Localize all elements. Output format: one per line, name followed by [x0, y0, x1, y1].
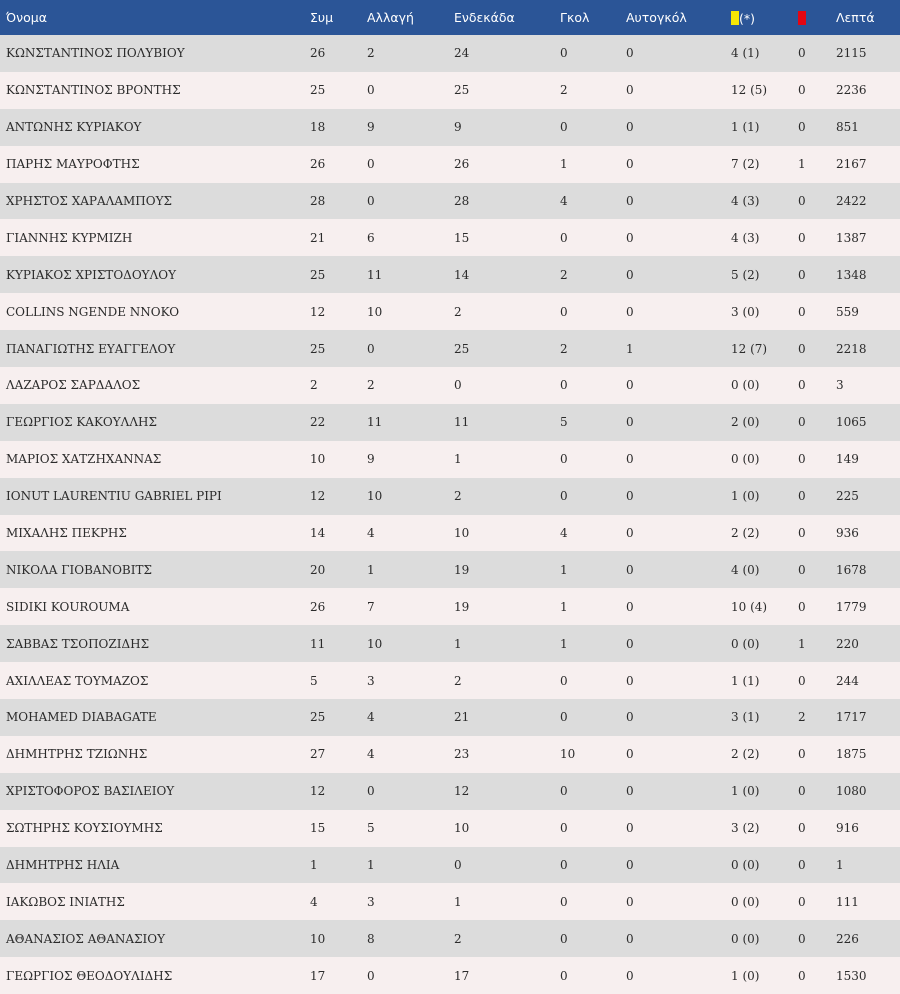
cell-minutes: 244	[836, 673, 859, 688]
cell-substitutions: 0	[367, 968, 375, 983]
cell-starts: 2	[454, 489, 462, 504]
cell-goals: 0	[560, 120, 568, 135]
cell-minutes: 226	[836, 931, 859, 946]
table-row	[0, 736, 900, 773]
cell-name: ΔΗΜΗΤΡΗΣ ΤΖΙΩΝΗΣ	[6, 747, 148, 762]
cell-red-cards: 0	[798, 120, 806, 135]
cell-minutes: 851	[836, 120, 859, 135]
cell-yellow-cards: 4 (1)	[731, 46, 760, 61]
cell-minutes: 559	[836, 304, 859, 319]
cell-substitutions: 0	[367, 194, 375, 208]
cell-starts: 25	[454, 83, 470, 98]
cell-goals: 0	[560, 452, 568, 467]
cell-goals: 10	[560, 747, 576, 762]
cell-yellow-cards: 0 (0)	[731, 931, 760, 946]
table-row	[0, 367, 900, 404]
cell-substitutions: 5	[367, 821, 375, 836]
cell-name: SIDIKI KOUROUMA	[6, 599, 130, 614]
cell-substitutions: 10	[367, 636, 383, 651]
cell-red-cards: 0	[798, 858, 806, 873]
cell-goals: 4	[560, 526, 568, 541]
cell-minutes: 2422	[836, 194, 867, 208]
cell-minutes: 1678	[836, 562, 867, 577]
cell-yellow-cards: 12 (7)	[731, 341, 768, 356]
col-header-own-goals[interactable]: Αυτογκόλ	[626, 10, 687, 25]
cell-starts: 21	[454, 710, 470, 725]
cell-minutes: 2167	[836, 157, 867, 172]
yellow-card-suffix: (*)	[739, 10, 756, 26]
table-row	[0, 256, 900, 293]
cell-starts: 26	[454, 157, 470, 172]
table-row	[0, 109, 900, 146]
table-row	[0, 146, 900, 183]
table-row	[0, 478, 900, 515]
cell-appearances: 4	[310, 894, 318, 909]
cell-starts: 17	[454, 968, 470, 983]
cell-own-goals: 0	[626, 46, 634, 61]
cell-appearances: 5	[310, 673, 318, 688]
cell-own-goals: 0	[626, 194, 634, 208]
cell-name: ΑΘΑΝΑΣΙΟΣ ΑΘΑΝΑΣΙΟΥ	[6, 931, 166, 946]
cell-goals: 0	[560, 489, 568, 504]
cell-substitutions: 10	[367, 304, 383, 319]
cell-substitutions: 1	[367, 562, 375, 577]
cell-own-goals: 0	[626, 415, 634, 430]
cell-appearances: 27	[310, 747, 326, 762]
cell-substitutions: 7	[367, 599, 375, 614]
cell-yellow-cards: 12 (5)	[731, 83, 768, 98]
cell-substitutions: 9	[367, 120, 375, 135]
cell-red-cards: 0	[798, 821, 806, 836]
cell-appearances: 2	[310, 378, 318, 393]
cell-appearances: 20	[310, 562, 326, 577]
table-row	[0, 662, 900, 699]
cell-red-cards: 0	[798, 673, 806, 688]
cell-minutes: 1	[836, 858, 844, 873]
cell-starts: 2	[454, 931, 462, 946]
cell-appearances: 21	[310, 230, 326, 245]
cell-appearances: 25	[310, 83, 326, 98]
cell-own-goals: 0	[626, 784, 634, 799]
cell-minutes: 220	[836, 636, 859, 651]
cell-own-goals: 0	[626, 673, 634, 688]
cell-goals: 0	[560, 821, 568, 836]
cell-starts: 19	[454, 562, 470, 577]
cell-own-goals: 0	[626, 636, 634, 651]
cell-yellow-cards: 4 (0)	[731, 562, 760, 577]
cell-yellow-cards: 3 (0)	[731, 304, 760, 319]
cell-substitutions: 0	[367, 784, 375, 799]
cell-goals: 0	[560, 710, 568, 725]
cell-starts: 11	[454, 415, 470, 430]
cell-red-cards: 0	[798, 784, 806, 799]
cell-own-goals: 0	[626, 858, 634, 873]
cell-substitutions: 9	[367, 452, 375, 467]
cell-goals: 0	[560, 968, 568, 983]
cell-red-cards: 0	[798, 304, 806, 319]
cell-yellow-cards: 0 (0)	[731, 378, 760, 393]
cell-own-goals: 0	[626, 230, 634, 245]
table-row	[0, 293, 900, 330]
cell-appearances: 25	[310, 267, 326, 282]
cell-starts: 2	[454, 304, 462, 319]
cell-name: ΠΑΡΗΣ ΜΑΥΡΟΦΤΗΣ	[6, 157, 140, 172]
cell-goals: 0	[560, 230, 568, 245]
table-row	[0, 810, 900, 847]
cell-yellow-cards: 0 (0)	[731, 894, 760, 909]
cell-red-cards: 0	[798, 599, 806, 614]
cell-minutes: 1065	[836, 415, 867, 430]
cell-own-goals: 0	[626, 83, 634, 98]
table-row	[0, 883, 900, 920]
cell-starts: 0	[454, 858, 462, 873]
col-header-minutes[interactable]: Λεπτά	[836, 10, 875, 25]
cell-name: ΣΑΒΒΑΣ ΤΣΟΠΟΖΙΔΗΣ	[6, 636, 150, 651]
table-row	[0, 72, 900, 109]
table-header-row	[0, 0, 900, 35]
cell-minutes: 2236	[836, 83, 867, 98]
cell-yellow-cards: 0 (0)	[731, 452, 760, 467]
cell-minutes: 2218	[836, 341, 867, 356]
cell-appearances: 10	[310, 452, 326, 467]
cell-appearances: 25	[310, 341, 326, 356]
cell-yellow-cards: 2 (0)	[731, 415, 760, 430]
cell-substitutions: 3	[367, 673, 375, 688]
cell-red-cards: 2	[798, 710, 806, 725]
cell-red-cards: 1	[798, 636, 806, 651]
cell-starts: 19	[454, 599, 470, 614]
table-row	[0, 219, 900, 256]
cell-goals: 0	[560, 858, 568, 873]
cell-appearances: 10	[310, 931, 326, 946]
cell-own-goals: 0	[626, 894, 634, 909]
cell-red-cards: 0	[798, 341, 806, 356]
cell-goals: 0	[560, 46, 568, 61]
cell-own-goals: 0	[626, 599, 634, 614]
cell-name: ΑΧΙΛΛΕΑΣ ΤΟΥΜΑΖΟΣ	[6, 673, 149, 688]
cell-name: ΠΑΝΑΓΙΩΤΗΣ ΕΥΑΓΓΕΛΟΥ	[6, 341, 176, 356]
cell-substitutions: 11	[367, 267, 383, 282]
cell-own-goals: 0	[626, 821, 634, 836]
cell-goals: 2	[560, 341, 568, 356]
cell-goals: 0	[560, 304, 568, 319]
cell-yellow-cards: 1 (0)	[731, 489, 760, 504]
col-header-name[interactable]: Όνομα	[6, 10, 47, 25]
cell-own-goals: 0	[626, 378, 634, 393]
col-header-goals[interactable]: Γκολ	[560, 10, 590, 25]
cell-name: ΔΗΜΗΤΡΗΣ ΗΛΙΑ	[6, 858, 120, 873]
cell-substitutions: 0	[367, 83, 375, 98]
cell-red-cards: 0	[798, 894, 806, 909]
table-row	[0, 441, 900, 478]
cell-starts: 1	[454, 894, 462, 909]
cell-starts: 10	[454, 526, 470, 541]
cell-red-cards: 1	[798, 157, 806, 172]
cell-minutes: 3	[836, 378, 844, 393]
table-row	[0, 330, 900, 367]
cell-own-goals: 0	[626, 747, 634, 762]
cell-red-cards: 0	[798, 267, 806, 282]
cell-name: ΓΕΩΡΓΙΟΣ ΚΑΚΟΥΛΛΗΣ	[6, 415, 157, 430]
cell-yellow-cards: 1 (0)	[731, 968, 760, 983]
cell-appearances: 22	[310, 415, 326, 430]
cell-name: MOHAMED DIABAGATE	[6, 710, 157, 725]
cell-goals: 0	[560, 894, 568, 909]
cell-minutes: 1387	[836, 230, 867, 245]
cell-red-cards: 0	[798, 526, 806, 541]
cell-starts: 0	[454, 378, 462, 393]
cell-name: ΙΑΚΩΒΟΣ ΙΝΙΑΤΗΣ	[6, 894, 125, 909]
col-header-starts[interactable]: Ενδεκάδα	[454, 10, 515, 25]
cell-substitutions: 6	[367, 230, 375, 245]
cell-substitutions: 11	[367, 415, 383, 430]
cell-minutes: 1080	[836, 784, 867, 799]
cell-red-cards: 0	[798, 415, 806, 430]
cell-goals: 5	[560, 415, 568, 430]
cell-minutes: 936	[836, 526, 859, 541]
cell-goals: 2	[560, 83, 568, 98]
table-row	[0, 588, 900, 625]
cell-name: ΓΙΑΝΝΗΣ ΚΥΡΜΙΖΗ	[6, 230, 133, 245]
cell-yellow-cards: 3 (1)	[731, 710, 760, 725]
cell-appearances: 18	[310, 120, 326, 135]
cell-own-goals: 0	[626, 304, 634, 319]
cell-name: ΣΩΤΗΡΗΣ ΚΟΥΣΙΟΥΜΗΣ	[6, 821, 163, 836]
cell-yellow-cards: 4 (3)	[731, 230, 760, 245]
cell-minutes: 1530	[836, 968, 867, 983]
cell-starts: 25	[454, 341, 470, 356]
cell-name: ΑΝΤΩΝΗΣ ΚΥΡΙΑΚΟΥ	[6, 120, 142, 135]
cell-own-goals: 1	[626, 341, 634, 356]
cell-minutes: 225	[836, 489, 859, 504]
table-row	[0, 847, 900, 884]
cell-red-cards: 0	[798, 931, 806, 946]
cell-name: COLLINS NGENDE NNOKO	[6, 304, 180, 319]
cell-substitutions: 4	[367, 526, 375, 541]
cell-own-goals: 0	[626, 267, 634, 282]
cell-goals: 2	[560, 267, 568, 282]
col-header-yellow-cards[interactable]	[731, 0, 798, 35]
cell-red-cards: 0	[798, 46, 806, 61]
cell-red-cards: 0	[798, 452, 806, 467]
cell-yellow-cards: 0 (0)	[731, 636, 760, 651]
cell-appearances: 25	[310, 710, 326, 725]
table-row	[0, 625, 900, 662]
table-row	[0, 35, 900, 72]
cell-name: ΚΩΝΣΤΑΝΤΙΝΟΣ ΒΡΟΝΤΗΣ	[6, 83, 181, 98]
cell-substitutions: 3	[367, 894, 375, 909]
cell-appearances: 1	[310, 858, 318, 873]
table-row	[0, 957, 900, 994]
cell-appearances: 26	[310, 46, 326, 61]
cell-starts: 12	[454, 784, 470, 799]
cell-yellow-cards: 2 (2)	[731, 747, 760, 762]
cell-substitutions: 0	[367, 341, 375, 356]
cell-name: ΝΙΚΟΛΑ ΓΙΟΒΑΝΟΒΙΤΣ	[6, 562, 152, 577]
cell-starts: 9	[454, 120, 462, 135]
cell-minutes: 2115	[836, 46, 867, 61]
cell-goals: 0	[560, 784, 568, 799]
cell-goals: 1	[560, 599, 568, 614]
cell-starts: 14	[454, 267, 470, 282]
cell-substitutions: 4	[367, 710, 375, 725]
cell-yellow-cards: 2 (2)	[731, 526, 760, 541]
cell-appearances: 14	[310, 526, 326, 541]
col-header-appearances[interactable]: Συμ	[310, 10, 334, 25]
cell-name: ΜΙΧΑΛΗΣ ΠΕΚΡΗΣ	[6, 526, 127, 541]
cell-appearances: 11	[310, 636, 326, 651]
cell-appearances: 12	[310, 489, 326, 504]
cell-red-cards: 0	[798, 562, 806, 577]
cell-yellow-cards: 10 (4)	[731, 599, 768, 614]
cell-substitutions: 2	[367, 46, 375, 61]
cell-own-goals: 0	[626, 562, 634, 577]
cell-goals: 0	[560, 931, 568, 946]
cell-name: ΧΡΗΣΤΟΣ ΧΑΡΑΛΑΜΠΟΥΣ	[6, 194, 172, 208]
table-row	[0, 551, 900, 588]
cell-appearances: 12	[310, 304, 326, 319]
cell-yellow-cards: 1 (1)	[731, 673, 760, 688]
cell-red-cards: 0	[798, 378, 806, 393]
cell-name: ΚΥΡΙΑΚΟΣ ΧΡΙΣΤΟΔΟΥΛΟΥ	[6, 267, 177, 282]
cell-minutes: 111	[836, 894, 859, 909]
cell-name: ΛΑΖΑΡΟΣ ΣΑΡΔΑΛΟΣ	[6, 378, 141, 393]
cell-substitutions: 4	[367, 747, 375, 762]
cell-substitutions: 1	[367, 858, 375, 873]
cell-minutes: 1875	[836, 747, 867, 762]
cell-own-goals: 0	[626, 489, 634, 504]
cell-appearances: 12	[310, 784, 326, 799]
cell-starts: 28	[454, 194, 470, 208]
col-header-red-cards[interactable]	[798, 0, 836, 35]
cell-minutes: 149	[836, 452, 859, 467]
table-row	[0, 515, 900, 552]
cell-minutes: 1717	[836, 710, 867, 725]
cell-goals: 0	[560, 673, 568, 688]
cell-starts: 15	[454, 230, 470, 245]
cell-own-goals: 0	[626, 968, 634, 983]
cell-name: ΓΕΩΡΓΙΟΣ ΘΕΟΔΟΥΛΙΔΗΣ	[6, 968, 173, 983]
cell-appearances: 28	[310, 194, 326, 208]
cell-goals: 1	[560, 636, 568, 651]
cell-appearances: 26	[310, 599, 326, 614]
cell-yellow-cards: 4 (3)	[731, 194, 760, 208]
cell-yellow-cards: 0 (0)	[731, 858, 760, 873]
cell-name: ΜΑΡΙΟΣ ΧΑΤΖΗΧΑΝΝΑΣ	[6, 452, 162, 467]
cell-appearances: 26	[310, 157, 326, 172]
cell-starts: 24	[454, 46, 470, 61]
cell-red-cards: 0	[798, 83, 806, 98]
cell-minutes: 1779	[836, 599, 867, 614]
table-row	[0, 183, 900, 220]
cell-yellow-cards: 1 (1)	[731, 120, 760, 135]
cell-starts: 10	[454, 821, 470, 836]
cell-starts: 23	[454, 747, 470, 762]
cell-appearances: 15	[310, 821, 326, 836]
cell-red-cards: 0	[798, 968, 806, 983]
cell-goals: 4	[560, 194, 568, 208]
cell-red-cards: 0	[798, 489, 806, 504]
table-row	[0, 699, 900, 736]
cell-starts: 2	[454, 673, 462, 688]
cell-substitutions: 0	[367, 157, 375, 172]
cell-yellow-cards: 1 (0)	[731, 784, 760, 799]
cell-minutes: 916	[836, 821, 859, 836]
yellow-card-icon	[731, 11, 739, 25]
cell-name: IONUT LAURENTIU GABRIEL PIPI	[6, 489, 222, 504]
cell-name: ΚΩΝΣΤΑΝΤΙΝΟΣ ΠΟΛΥΒΙΟΥ	[6, 46, 185, 61]
cell-goals: 1	[560, 562, 568, 577]
cell-goals: 1	[560, 157, 568, 172]
cell-own-goals: 0	[626, 452, 634, 467]
cell-own-goals: 0	[626, 526, 634, 541]
cell-starts: 1	[454, 452, 462, 467]
cell-appearances: 17	[310, 968, 326, 983]
cell-substitutions: 2	[367, 378, 375, 393]
cell-yellow-cards: 7 (2)	[731, 157, 760, 172]
table-row	[0, 773, 900, 810]
col-header-substitutions[interactable]: Αλλαγή	[367, 10, 414, 25]
cell-own-goals: 0	[626, 710, 634, 725]
red-card-icon	[798, 11, 806, 25]
cell-substitutions: 8	[367, 931, 375, 946]
cell-yellow-cards: 5 (2)	[731, 267, 760, 282]
table-row	[0, 920, 900, 957]
table-row	[0, 404, 900, 441]
cell-name: ΧΡΙΣΤΟΦΟΡΟΣ ΒΑΣΙΛΕΙΟΥ	[6, 784, 175, 799]
cell-own-goals: 0	[626, 157, 634, 172]
cell-goals: 0	[560, 378, 568, 393]
cell-minutes: 1348	[836, 267, 867, 282]
cell-red-cards: 0	[798, 747, 806, 762]
cell-own-goals: 0	[626, 120, 634, 135]
cell-substitutions: 10	[367, 489, 383, 504]
cell-red-cards: 0	[798, 230, 806, 245]
cell-own-goals: 0	[626, 931, 634, 946]
cell-starts: 1	[454, 636, 462, 651]
cell-red-cards: 0	[798, 194, 806, 208]
cell-yellow-cards: 3 (2)	[731, 821, 760, 836]
